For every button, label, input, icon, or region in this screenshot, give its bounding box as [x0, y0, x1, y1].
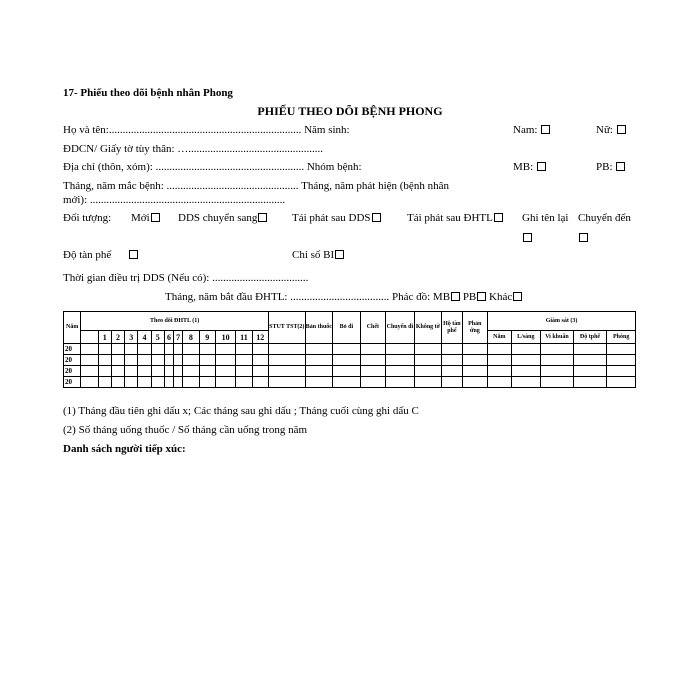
- checkbox-pb-2[interactable]: [477, 292, 486, 301]
- th-month: 7: [174, 331, 183, 344]
- field-chi-so-bi: [292, 249, 344, 261]
- checkbox-nam[interactable]: [541, 125, 550, 134]
- option-ghi-ten-lai: [522, 212, 568, 224]
- checkbox-chuyen-den[interactable]: [579, 233, 588, 242]
- option-moi: [131, 212, 160, 224]
- field-thang-mac-benh: Tháng, năm mắc bệnh: ................................................ Tháng, năm phát hiện (bệnh nhân: [63, 180, 449, 192]
- th-het-tan-phe: Hộ tàn phế: [442, 312, 462, 344]
- label-pb: PB:: [596, 161, 613, 173]
- th-month: 9: [199, 331, 215, 344]
- field-pb: [596, 161, 625, 173]
- label-doi-tuong: Đối tượng:: [63, 212, 112, 224]
- option-chuyen-den: [578, 212, 631, 224]
- th-sub-lsang: L/sàng: [511, 331, 541, 344]
- year-cell: 20: [64, 366, 81, 377]
- th-blank: [81, 331, 98, 344]
- note-2: (2) Số tháng uống thuốc / Số tháng cần uống trong năm: [63, 424, 308, 436]
- field-do-tan-phe: [63, 249, 138, 261]
- option-tai-phat-dds: [292, 212, 381, 224]
- th-sub-nam: Năm: [488, 331, 511, 344]
- field-thoi-gian-dieu-tri: Thời gian điều trị DDS (Nếu có): ...................................: [63, 272, 309, 284]
- table-row: [64, 344, 636, 355]
- checkbox-khac[interactable]: [513, 292, 522, 301]
- th-ban-thuoc: Bản thuốc: [305, 312, 333, 344]
- th-khong-to: Không tờ: [414, 312, 442, 344]
- th-stut: STUT TST(2): [268, 312, 305, 344]
- option-dds-chuyen: [178, 212, 267, 224]
- label-tai-phat-dds: Tái phát sau DDS: [292, 212, 371, 224]
- year-cell: 20: [64, 344, 81, 355]
- th-month: 12: [252, 331, 268, 344]
- field-ddcn: ĐDCN/ Giấy tờ tùy thân: ….................................................: [63, 143, 324, 155]
- option-tai-phat-dhtl: [407, 212, 503, 224]
- document-title: PHIẾU THEO DÕI BỆNH PHONG: [257, 104, 443, 118]
- th-month: 3: [125, 331, 138, 344]
- th-month: 10: [215, 331, 235, 344]
- label-nu: Nữ:: [596, 124, 613, 136]
- label-thang-bat-dau: Tháng, năm bắt đầu ĐHTL: .................................... Phác đồ: MB: [165, 291, 451, 303]
- field-ho-ten: Họ và tên:...................................................................... Năm sinh:: [63, 124, 350, 136]
- label-chuyen-den: Chuyển đến: [578, 212, 631, 224]
- section-title: 17- Phiếu theo dõi bệnh nhân Phong: [63, 87, 233, 99]
- th-phan-ung: Phản ứng: [462, 312, 487, 344]
- field-mb: [513, 161, 546, 173]
- checkbox-mb[interactable]: [537, 162, 546, 171]
- checkbox-tai-phat-dhtl[interactable]: [494, 213, 503, 222]
- th-month: 2: [111, 331, 124, 344]
- th-chuyen-di: Chuyển đi: [386, 312, 415, 344]
- follow-up-table: [63, 311, 636, 388]
- table-row: [64, 355, 636, 366]
- th-theo-doi: Theo dõi ĐHTL (1): [81, 312, 269, 331]
- label-moi: Mới: [131, 212, 150, 224]
- field-nu: [596, 124, 626, 136]
- th-giam-sat: Giám sát (3): [488, 312, 636, 331]
- th-month: 4: [138, 331, 151, 344]
- th-month: 6: [164, 331, 173, 344]
- year-cell: 20: [64, 355, 81, 366]
- checkbox-do-tan-phe[interactable]: [129, 250, 138, 259]
- field-nam: [513, 124, 550, 136]
- label-khac: Khác: [489, 291, 513, 303]
- field-thang-bat-dau: [165, 291, 522, 303]
- checkbox-nu[interactable]: [617, 125, 626, 134]
- label-pb-2: PB: [462, 291, 477, 303]
- label-do-tan-phe: Độ tàn phế: [63, 249, 112, 261]
- th-chet: Chết: [360, 312, 385, 344]
- checkbox-ghi-ten-lai[interactable]: [523, 233, 532, 242]
- th-nam: Năm: [64, 312, 81, 344]
- label-chi-so-bi: Chỉ số BI: [292, 249, 335, 261]
- label-mb: MB:: [513, 161, 534, 173]
- danh-sach-heading: Danh sách người tiếp xúc:: [63, 443, 186, 455]
- label-tai-phat-dhtl: Tái phát sau ĐHTL: [407, 212, 493, 224]
- checkbox-dds-chuyen[interactable]: [258, 213, 267, 222]
- checkbox-moi[interactable]: [151, 213, 160, 222]
- checkbox-mb-2[interactable]: [451, 292, 460, 301]
- th-bo-di: Bỏ đi: [333, 312, 361, 344]
- checkbox-pb[interactable]: [616, 162, 625, 171]
- checkbox-tai-phat-dds[interactable]: [372, 213, 381, 222]
- th-month: 1: [98, 331, 111, 344]
- year-cell: 20: [64, 377, 81, 388]
- table-row: [64, 377, 636, 388]
- label-dds-chuyen: DDS chuyển sang: [178, 212, 258, 224]
- table-row: [64, 366, 636, 377]
- th-sub-vi-khuan: Vi khuẩn: [541, 331, 574, 344]
- th-month: 11: [236, 331, 252, 344]
- th-month: 5: [151, 331, 164, 344]
- th-month: 8: [183, 331, 199, 344]
- th-sub-phong: Phòng: [607, 331, 636, 344]
- field-dia-chi: Địa chỉ (thôn, xóm): ...................................................... Nhóm bệnh:: [63, 161, 362, 173]
- checkbox-chi-so-bi[interactable]: [335, 250, 344, 259]
- note-1: (1) Tháng đầu tiên ghi dấu x; Các tháng sau ghi dấu ; Tháng cuối cùng ghi dấu C: [63, 405, 419, 417]
- th-sub-do-tphe: Độ tphế: [573, 331, 607, 344]
- field-moi: mới): .......................................................................: [63, 194, 286, 206]
- label-nam: Nam:: [513, 124, 538, 136]
- label-ghi-ten-lai: Ghi tên lại: [522, 212, 569, 224]
